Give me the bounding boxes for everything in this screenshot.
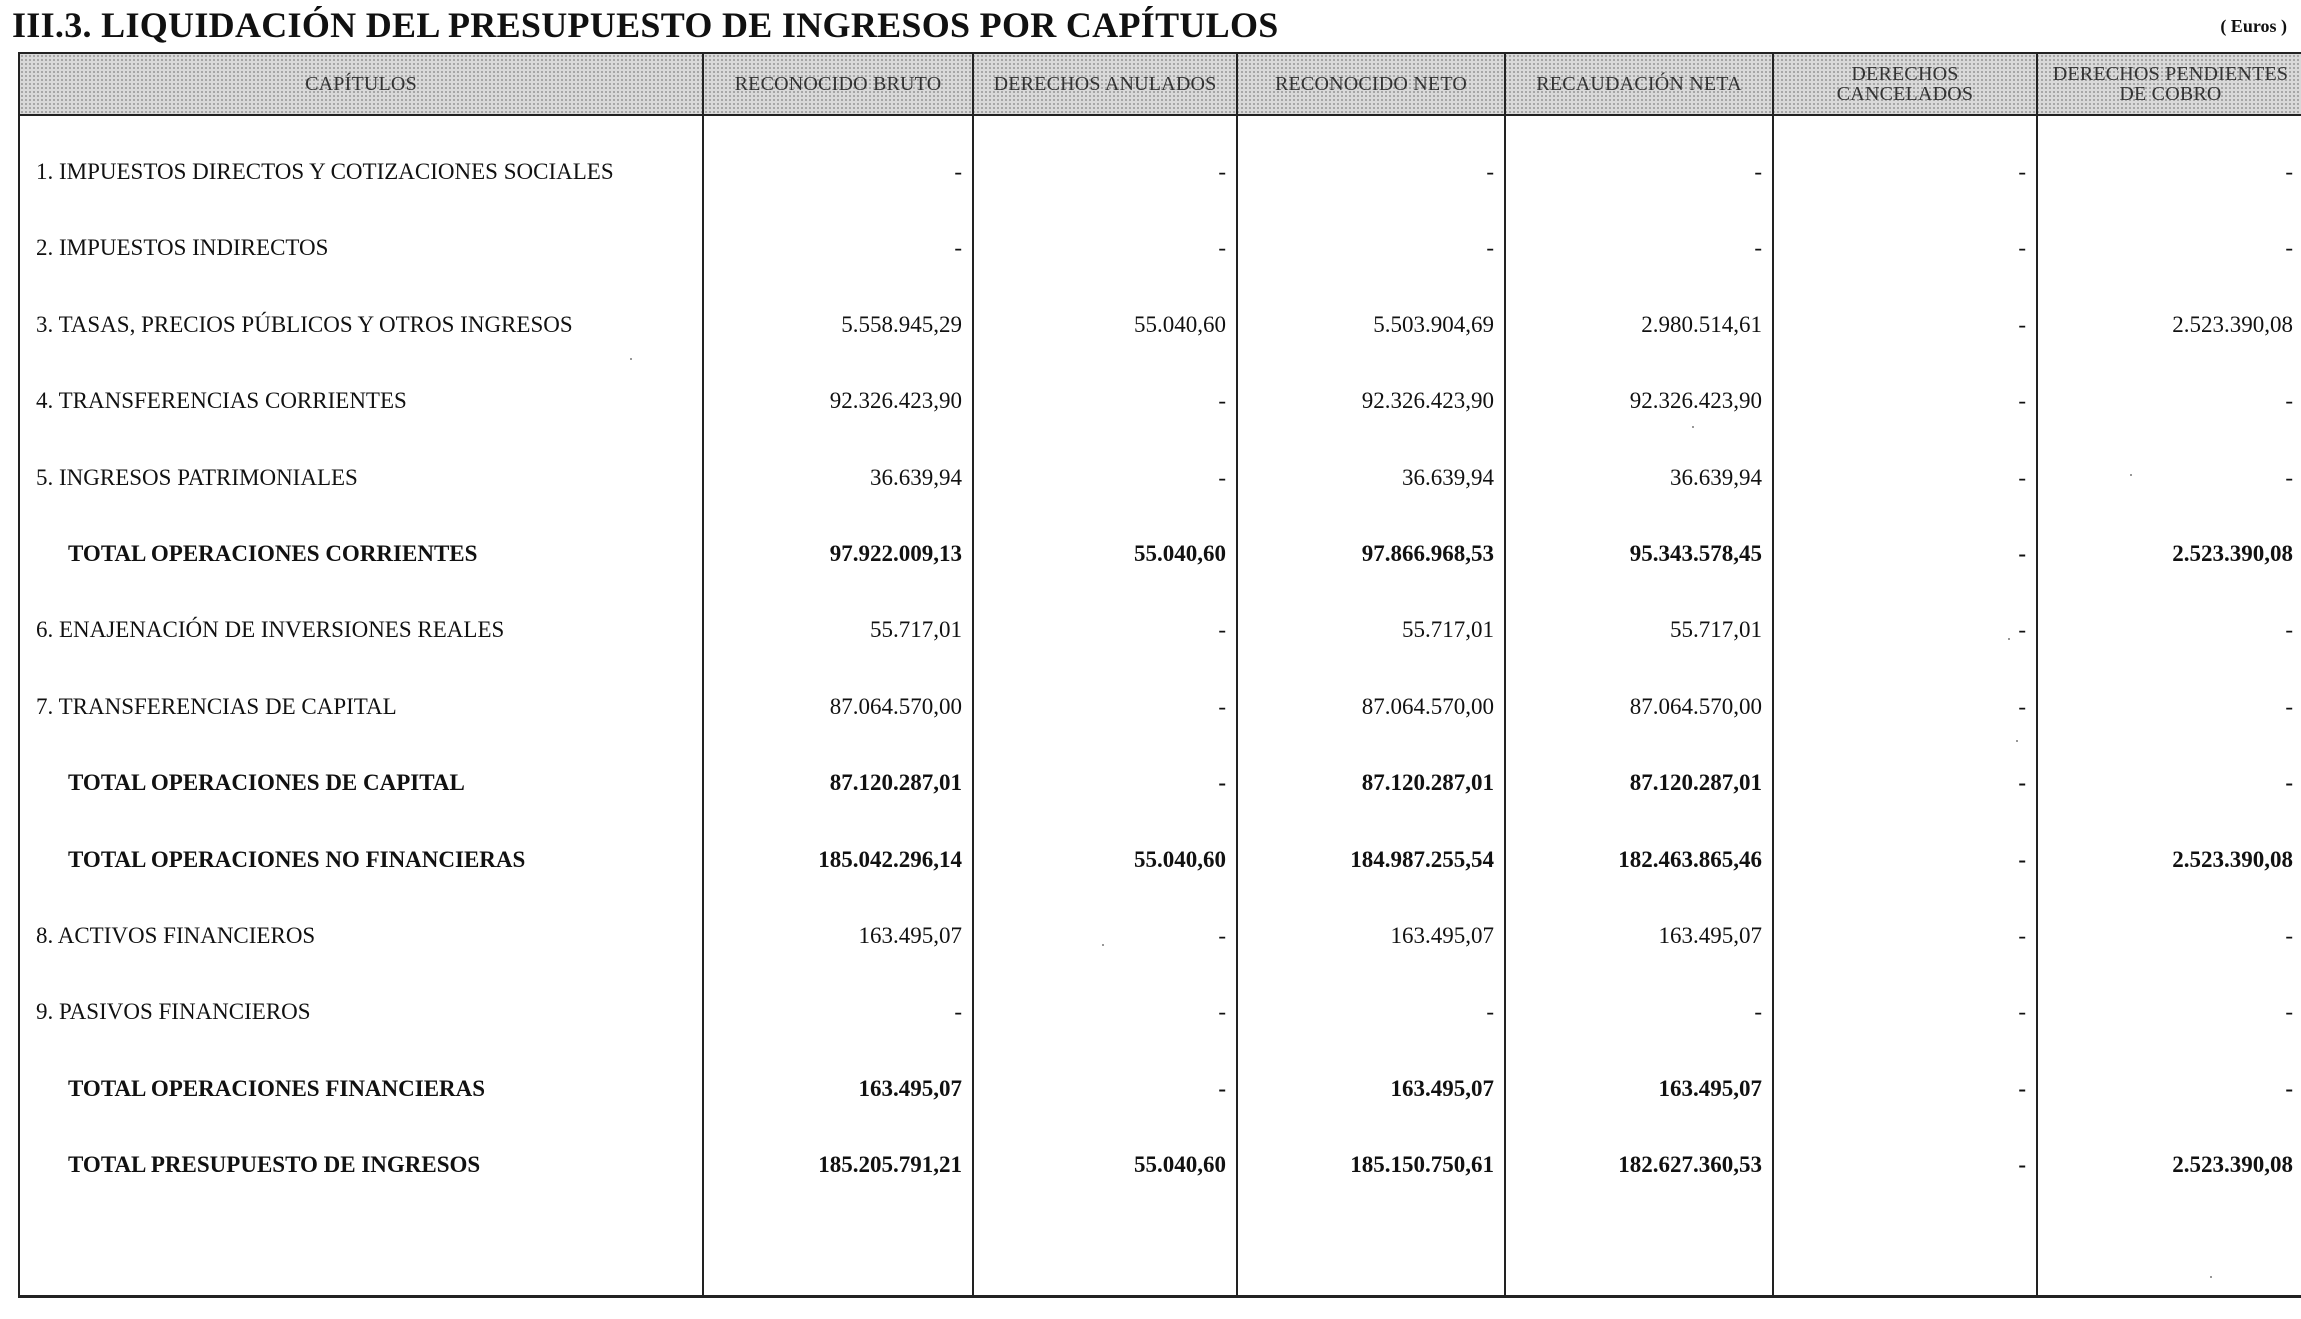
derechos-cancelados-value: - [2018,235,2026,261]
derechos-cancelados-value: - [2018,770,2026,796]
derechos-anulados-value: - [1218,159,1226,184]
reconocido-bruto-value: - [954,235,962,261]
reconocido-bruto-value: 5.558.945,29 [841,311,962,337]
derechos-anulados-value: - [1218,464,1226,490]
derechos-pendientes-value: - [2285,159,2293,184]
derechos-anulados-value: - [1218,693,1226,719]
row-label: 3. TASAS, PRECIOS PÚBLICOS Y OTROS INGRESOS [36,311,573,337]
derechos-anulados-value: 55.040,60 [1134,1152,1226,1178]
derechos-anulados-value: - [1218,235,1226,261]
page-title: III.3. LIQUIDACIÓN DEL PRESUPUESTO DE INGRESOS POR CAPÍTULOS [12,5,1279,45]
table-row [20,287,2301,363]
recaudacion-neta-value: 182.463.865,46 [1618,846,1762,872]
derechos-pendientes-value: - [2285,464,2293,490]
reconocido-neto-value: 36.639,94 [1402,464,1494,490]
derechos-pendientes-value: - [2285,923,2293,948]
scan-speck [1692,426,1694,428]
derechos-pendientes-value: - [2285,1075,2293,1101]
reconocido-neto-value: 87.064.570,00 [1361,693,1494,719]
row-label: 9. PASIVOS FINANCIEROS [36,999,311,1025]
header-derechos-pendientes: DERECHOS PENDIENTES DE COBRO [2052,63,2289,105]
recaudacion-neta-value: 163.495,07 [1658,1075,1762,1101]
reconocido-bruto-value: - [954,159,962,184]
row-label: TOTAL OPERACIONES FINANCIERAS [68,1075,486,1101]
derechos-cancelados-value: - [2018,693,2026,719]
recaudacion-neta-value: 55.717,01 [1670,617,1762,643]
derechos-cancelados-value: - [2018,159,2026,184]
total-row [20,1127,2301,1203]
reconocido-neto-value: 97.866.968,53 [1361,541,1494,566]
scan-speck [2008,638,2010,640]
total-row [20,516,2301,592]
derechos-anulados-value: - [1218,388,1226,414]
derechos-anulados-value: - [1218,770,1226,796]
row-label: 5. INGRESOS PATRIMONIALES [36,464,358,490]
row-label: 2. IMPUESTOS INDIRECTOS [36,235,329,261]
recaudacion-neta-value: 182.627.360,53 [1618,1152,1762,1178]
derechos-pendientes-value: - [2285,693,2293,719]
derechos-pendientes-value: - [2285,617,2293,643]
row-label: TOTAL OPERACIONES DE CAPITAL [68,770,465,796]
derechos-anulados-value: - [1218,999,1226,1025]
header-reconocido-bruto: RECONOCIDO BRUTO [734,73,942,95]
reconocido-neto-value: 92.326.423,90 [1361,388,1494,414]
reconocido-neto-value: 163.495,07 [1390,1075,1494,1101]
header-derechos-anulados: DERECHOS ANULADOS [993,73,1217,95]
budget-table [18,52,2301,1298]
scan-speck [630,358,632,360]
recaudacion-neta-value: 95.343.578,45 [1629,541,1762,566]
derechos-cancelados-value: - [2018,464,2026,490]
scan-speck [2016,740,2018,742]
derechos-anulados-value: 55.040,60 [1134,541,1226,566]
derechos-pendientes-value: - [2285,235,2293,261]
derechos-cancelados-value: - [2018,1075,2026,1101]
reconocido-neto-value: 163.495,07 [1390,923,1494,948]
scan-speck [2210,1276,2212,1278]
derechos-anulados-value: 55.040,60 [1134,311,1226,337]
table-header [20,54,2301,116]
reconocido-neto-value: 184.987.255,54 [1350,846,1494,872]
row-label: TOTAL PRESUPUESTO DE INGRESOS [68,1152,481,1178]
table-row [20,363,2301,439]
reconocido-bruto-value: 87.120.287,01 [829,770,962,796]
derechos-pendientes-value: - [2285,770,2293,796]
recaudacion-neta-value: 36.639,94 [1670,464,1762,490]
reconocido-neto-value: - [1486,235,1494,261]
table-row [20,592,2301,668]
derechos-cancelados-value: - [2018,541,2026,566]
recaudacion-neta-value: 2.980.514,61 [1641,311,1762,337]
reconocido-bruto-value: - [954,999,962,1025]
table-row [20,669,2301,745]
derechos-pendientes-value: - [2285,999,2293,1025]
recaudacion-neta-value: - [1754,235,1762,261]
recaudacion-neta-value: 87.120.287,01 [1629,770,1762,796]
reconocido-bruto-value: 36.639,94 [870,464,962,490]
table-row [20,440,2301,516]
derechos-pendientes-value: - [2285,388,2293,414]
derechos-pendientes-value: 2.523.390,08 [2172,541,2293,566]
reconocido-bruto-value: 163.495,07 [858,923,962,948]
recaudacion-neta-value: 87.064.570,00 [1629,693,1762,719]
reconocido-bruto-value: 87.064.570,00 [829,693,962,719]
row-label: TOTAL OPERACIONES NO FINANCIERAS [68,846,526,872]
units-label: ( Euros ) [2220,16,2287,36]
derechos-cancelados-value: - [2018,617,2026,643]
derechos-cancelados-value: - [2018,999,2026,1025]
derechos-anulados-value: - [1218,617,1226,643]
recaudacion-neta-value: - [1754,159,1762,184]
derechos-anulados-value: 55.040,60 [1134,846,1226,872]
table-row [20,210,2301,286]
reconocido-bruto-value: 185.042.296,14 [818,846,962,872]
reconocido-neto-value: 185.150.750,61 [1350,1152,1494,1178]
scan-speck [2130,474,2132,476]
reconocido-neto-value: - [1486,159,1494,184]
table-row [20,134,2301,210]
derechos-cancelados-value: - [2018,311,2026,337]
derechos-pendientes-value: 2.523.390,08 [2172,846,2293,872]
total-row [20,1051,2301,1127]
reconocido-bruto-value: 185.205.791,21 [818,1152,962,1178]
row-label: 4. TRANSFERENCIAS CORRIENTES [36,388,407,414]
row-label: 7. TRANSFERENCIAS DE CAPITAL [36,693,397,719]
total-row [20,822,2301,898]
scan-speck [1102,944,1104,946]
derechos-anulados-value: - [1218,1075,1226,1101]
table-row [20,974,2301,1050]
recaudacion-neta-value: 163.495,07 [1658,923,1762,948]
header-derechos-cancelados: DERECHOS CANCELADOS [1836,63,1974,105]
table-row [20,898,2301,974]
header-reconocido-neto: RECONOCIDO NETO [1274,73,1468,95]
row-label: 6. ENAJENACIÓN DE INVERSIONES REALES [36,617,505,643]
reconocido-neto-value: 87.120.287,01 [1361,770,1494,796]
reconocido-bruto-value: 55.717,01 [870,617,962,643]
derechos-anulados-value: - [1218,923,1226,948]
total-row [20,745,2301,821]
row-label: 8. ACTIVOS FINANCIEROS [36,923,316,948]
recaudacion-neta-value: - [1754,999,1762,1025]
derechos-cancelados-value: - [2018,923,2026,948]
reconocido-bruto-value: 92.326.423,90 [829,388,962,414]
reconocido-bruto-value: 97.922.009,13 [829,541,962,566]
reconocido-neto-value: 5.503.904,69 [1373,311,1494,337]
derechos-cancelados-value: - [2018,388,2026,414]
recaudacion-neta-value: 92.326.423,90 [1629,388,1762,414]
derechos-pendientes-value: 2.523.390,08 [2172,1152,2293,1178]
derechos-cancelados-value: - [2018,846,2026,872]
header-capitulos: CAPÍTULOS [305,73,417,95]
reconocido-bruto-value: 163.495,07 [858,1075,962,1101]
derechos-cancelados-value: - [2018,1152,2026,1178]
row-label: TOTAL OPERACIONES CORRIENTES [68,541,478,566]
reconocido-neto-value: 55.717,01 [1402,617,1494,643]
row-label: 1. IMPUESTOS DIRECTOS Y COTIZACIONES SOCIALES [36,159,614,184]
header-recaudacion-neta: RECAUDACIÓN NETA [1536,73,1742,95]
derechos-pendientes-value: 2.523.390,08 [2172,311,2293,337]
reconocido-neto-value: - [1486,999,1494,1025]
